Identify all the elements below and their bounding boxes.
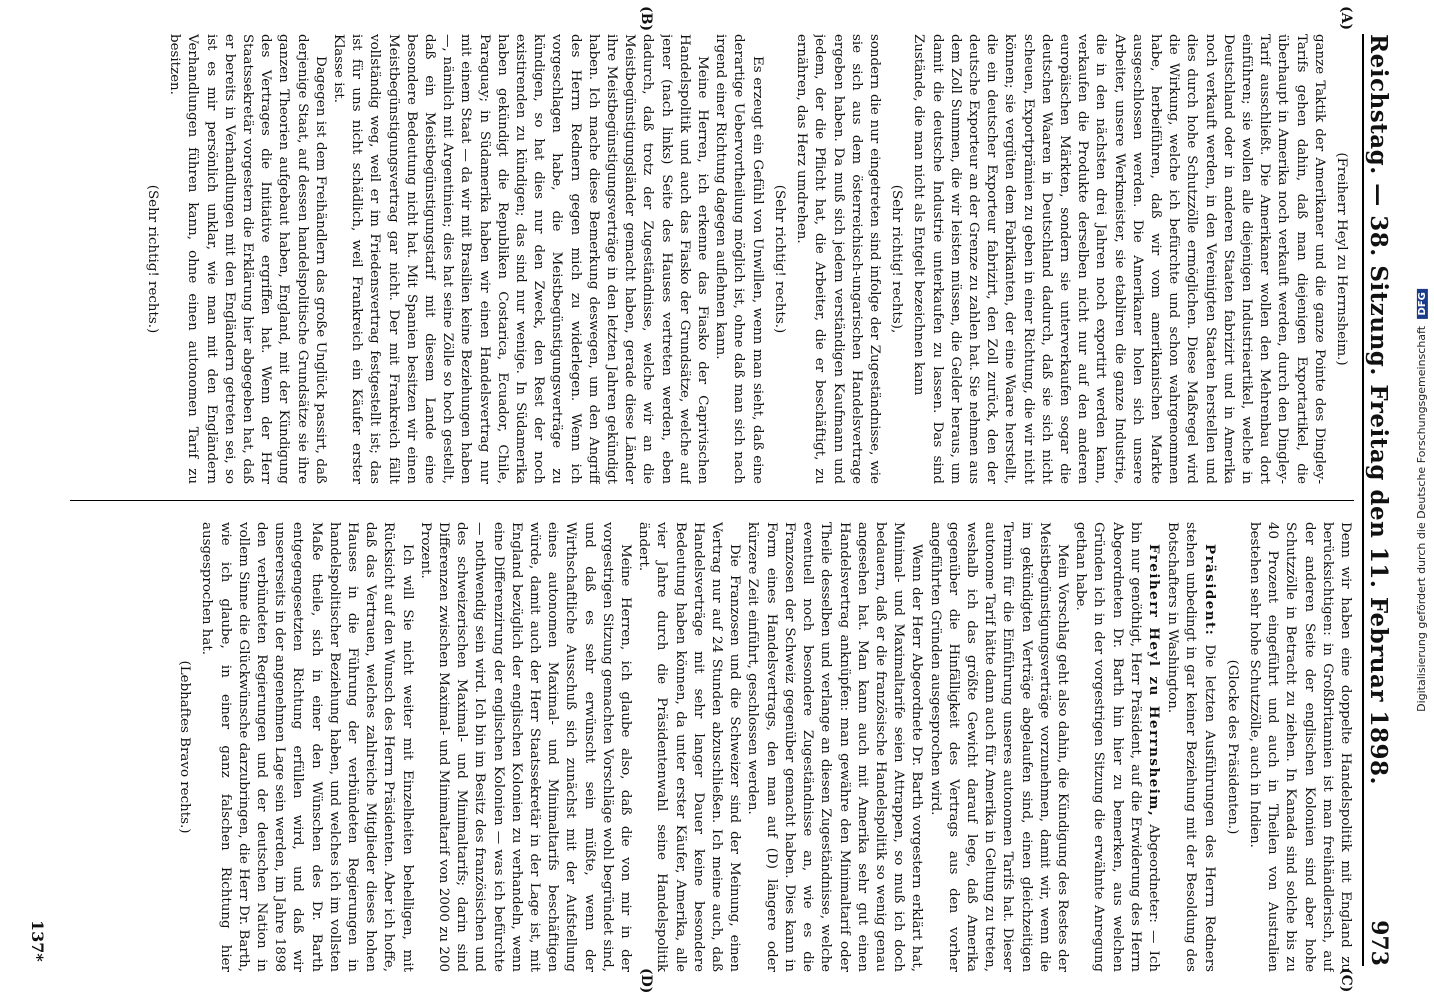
paragraph-text: Die letzten Ausführungen des Herrn Redners stehen unbedingt in gar keiner Beziehung mit der Besoldung des Botschafters in Washington. <box>1165 522 1217 972</box>
page-title: Reichstag. — 38. Sitzung. Freitag den 11. Februar 1898. <box>1365 34 1393 786</box>
credit-text: Digitalisierung gefördert durch die Deutsche Forschungsgemeinschaft <box>1414 325 1428 712</box>
paragraph: ganze Taktik der Amerikaner und die ganze Pointe des Dingley-Tarifs gehen dahin, daß man diejenigen Exportartikel, die überhaupt in Amerika noch verkauft werden, durch den Dingley-Tarif ausschließt. Die Amerikaner wollen den Mehrenbau dort einführen; sie wollen alle diejenigen Industrieartikel, welche in Deutschland oder in anderen Staaten fabrizirt und in Amerika noch verkauft werden, in den Vereinigten Staaten herstellen und dies durch hohe Schutzzölle ermöglichen. Diese Maßregel wird die Wirkung, welche ich befürchte und schon wahrgenommen habe, herbeiführen, daß wir vom amerikanischen Markte ausgeschlossen werden. Die Amerikaner holen sich unsere Arbeiter, unsere Werkmeister, sie etabliren die ganze Industrie, die in den nächsten drei Jahren noch exportirt werden kann, verkaufen die Produkte derselben nicht nur auf den anderen europäischen Märkten, sondern sie unterverkaufen sogar die deutschen Waaren in Deutschland dadurch, daß sie sich nicht scheuen, Exportprämien zu geben in einer Richtung, die wir nicht können; sie vergüten dem Fabrikanten, der eine Waare herstellt, die ein deutscher Exporteur fabrizirt, den Zoll zurück, den der deutsche Exporteur an der Grenze zu zahlen hat. Sie nehmen aus dem Zoll Summen, die wir leisten müssen, die Gelder heraus, um damit die deutsche Industrie unterkaufen zu lassen. Das sind Zustände, die man nicht als Entgelt bezeichnen kann <box>911 34 1327 484</box>
margin-marker-d: (D) <box>638 968 654 994</box>
margin-marker-a: (A) <box>1338 6 1354 31</box>
paragraph: Wenn der Herr Abgeordnete Dr. Barth vorgestern erklärt hat, Minimal- und Maximaltarife seien Attrappen, so muß ich doch bedauern, daß er die französische Handelspolitik so wenig genau angesehen hat. Man kann auch mit Amerika sehr gut einen Handelsvertrag anknüpfen: man gewähre den Minimaltarif oder Theile desselben und verlange an diesen Zugeständnisse, welche eventuell noch besondere Zugeständnisse an, wie es die Franzosen der Schweiz gegenüber gemacht haben. Dies kann in Form eines Handelsvertrags, den man auf (D) längere oder kürzere Zeit einführt, geschlossen werden. <box>745 522 925 972</box>
paragraph: Denn wir haben eine doppelte Handelspolitik mit England zu berücksichtigen: in Großbritannien ist man freihändlerisch, auf der anderen Seite der englischen Kolonien sind aber hohe Schutzzölle in Betracht zu ziehen. In Kanada sind solche bis zu 40 Prozent eingeführt und auch in Theilen von Australien bestehen sehr hohe Schutzzölle, auch in Indien. <box>1246 522 1353 972</box>
paragraph <box>1163 522 1219 972</box>
left-column <box>60 34 1354 484</box>
interjection: (Glocke des Präsidenten.) <box>1224 659 1240 835</box>
paragraph: Mein Vorschlag geht also dahin, die Kündigung des Restes der Meistbegünstigungsverträge vorzunehmen, damit wir, wenn die im gekündigten Verträge abgelaufen sind, einen gleichzeitigen Termin für die Einführung unseres autonomen Tarifs hat. Dieser autonome Tarif hätte dann auch für Amerika in Geltung zu treten, weshalb ich das größte Gewicht darauf lege, daß Amerika gegenüber die Hinfälligkeit des Vertrags aus den vorher angeführten Gründen ausgesprochen wird. <box>927 522 1070 972</box>
column-divider <box>70 500 1354 501</box>
paragraph-text: Abgeordneter: — Ich bin nur genöthigt, Herr Präsident, auf die Erwiderung des Herrn Abgeordneten Dr. Barth hin hier zu bemerken, aus welchen Gründen ich in der vorgestrigen Sitzung die erwähnte Anregung gethan habe. <box>1073 522 1161 972</box>
interjection: (Sehr richtig! rechts.) <box>145 184 160 334</box>
paragraph: Meine Herren, ich erkenne das Fiasko der Caprivischen Handelspolitik und auch das Fiasko der Grundsätze, welche auf jener (nach links) Seite des Hauses vertreten werden, eben dadurch, daß trotz der Zugeständnisse, welche wir an die Meistbegünstigungsländer gemacht haben, gerade diese Länder ihre Meistbegünstigungsverträge in den letzten Jahren gekündigt haben. Ich mache diese Bemerkung deswegen, um den Angriff des Herrn Rednern gegen mich zu widerlegen. Wenn ich vorgeschlagen habe, die Meistbegünstigungsverträge zu kündigen, so hat dies nur den Zweck, den Rest der noch existirenden zu kündigen; das sind nur wenige. In Südamerika haben gekündigt die Republiken Costarica, Ecuador, Chile, Paraguay; in Südamerika haben wir einen Handelsvertrag nur mit einem Staat — da wir mit Brasilien keine Beziehungen haben —, nämlich mit Argentinien; dies hat seine Zölle so hoch gestellt, daß ein Meistbegünstigungstarif mit diesem Lande eine besondere Bedeutung nicht hat. Mit Spanien besitzen wir einen Meistbegünstigungsvertrag gar nicht. Der mit Frankreich fällt vollständig weg, weil er im Friedensvertrag festgestellt ist; das ist für uns nicht schädlich, weil Frankreich ein Käufer erster Klasse ist. <box>331 34 711 484</box>
dfg-logo: DFG <box>1417 289 1428 318</box>
speaker-heyl: Freiherr Heyl zu Herrnsheim, <box>1145 544 1162 818</box>
credit-text-wrap <box>1415 289 1428 712</box>
paragraph: Ich will Sie nicht weiter mit Einzelheiten behelligen, mit Rücksicht auf den Wunsch des Herrn Präsidenten. Aber ich hoffe, daß das Vertrauen, welches zahlreiche Mitglieder dieses hohen Hauses in die Führung der verbündeten Regierungen in handelspolitischer Beziehung haben, und welches ich im vollsten Maße theile, sich in einer den Wünschen des Dr. Barth entgegengesetzten Richtung erfüllen wird, und daß wir unsererseits in der angenehmen Lage sein werden, im Jahre 1898 den verbündeten Regierungen und der deutschen Nation in vollem Sinne die Glückwünsche darzubringen, die Herr Dr. Barth, wie ich glaube, in einer ganz falschen Richtung hier ausgesprochen hat. <box>199 522 415 972</box>
paragraph: Es erzeugt ein Gefühl von Unwillen, wenn man sieht, daß eine derartige Uebervortheilung möglich ist, ohne daß man sich nach irgend einer Richtung dagegen auflehnen kann. <box>713 34 765 484</box>
paragraph: sondern die nur eingetreten sind infolge der Zugeständnisse, wie sie sich aus dem österreichisch-ungarischen Handelsvertrage ergeben haben. Da muß sich jedem verständigen Kaufmann und jedem, der die Pflicht hat, die Arbeiter, die er beschäftigt, zu ernähren, das Herz umdrehen. <box>794 34 882 484</box>
right-column <box>60 522 1354 972</box>
digitization-credit <box>1408 0 1434 1000</box>
paragraph <box>1071 522 1163 972</box>
speaker-president: Präsident: <box>1201 544 1218 637</box>
speaker-line: (Freiherr Heyl zu Herrnsheim.) <box>1334 152 1349 366</box>
footer-page-marker: 137* <box>28 920 47 962</box>
paragraph: Dagegen ist dem Freihändlern das große Unglück passirt, daß derjenige Staat, auf dessen handelspolitische Grundsätze sie ihre ganzen Theorien aufgebaut haben, England, mit der Kündigung des Vertrages die Initiative ergriffen hat. Wenn der Herr Staatssekretär vorgestern die Erklärung hier abgegeben hat, daß er bereits in Verhandlungen mit den Engländern getreten sei, so ist es mir persönlich unklar, wie man mit den Engländern Verhandlungen führen kann, ohne einen autonomen Tarif zu besitzen. <box>167 34 328 484</box>
paragraph: Meine Herren, ich glaube also, daß die von mir in der vorgestrigen Sitzung gemachten Vorschläge wohl begründet sind, und daß es sehr erwünscht sein müßte, wenn der Wirthschaftliche Ausschuß sich zunächst mit der Aufstellung eines autonomen Maximal- und Minimaltarifs beschäftigen würde, damit auch der Herr Staatssekretär in der Lage ist, mit England bezüglich der englischen Kolonien zu verhandeln, wenn eine Differenzirung der englischen Kolonien — was ich befürchte — nothwendig sein wird. Ich bin im Besitz des französischen und des schweizerischen Maximal- und Minimaltarifs; darin sind Differenzen zwischen Maximal- und Minimaltarif von 2000 zu 200 Prozent. <box>417 522 634 972</box>
interjection: (Sehr richtig! rechts.) <box>771 184 787 334</box>
interjection: (Sehr richtig! rechts), <box>889 184 905 334</box>
page-number: 973 <box>1366 920 1392 966</box>
page-header <box>1362 34 1394 966</box>
interjection: (Lebhaftes Bravo rechts.) <box>177 660 193 834</box>
paragraph: Die Franzosen und die Schweizer sind der Meinung, einen Vertrag nur auf 24 Stunden abzuschließen. Ich meine auch, daß Handelsverträge mit sehr langer Dauer keine besondere Bedeutung haben können, da unter erster Käufer, Amerika, alle vier Jahre durch die Präsidentenwahl seine Handelspolitik ändert. <box>636 522 743 972</box>
margin-marker-b: (B) <box>638 6 654 32</box>
margin-marker-c: (C) <box>1338 968 1354 993</box>
